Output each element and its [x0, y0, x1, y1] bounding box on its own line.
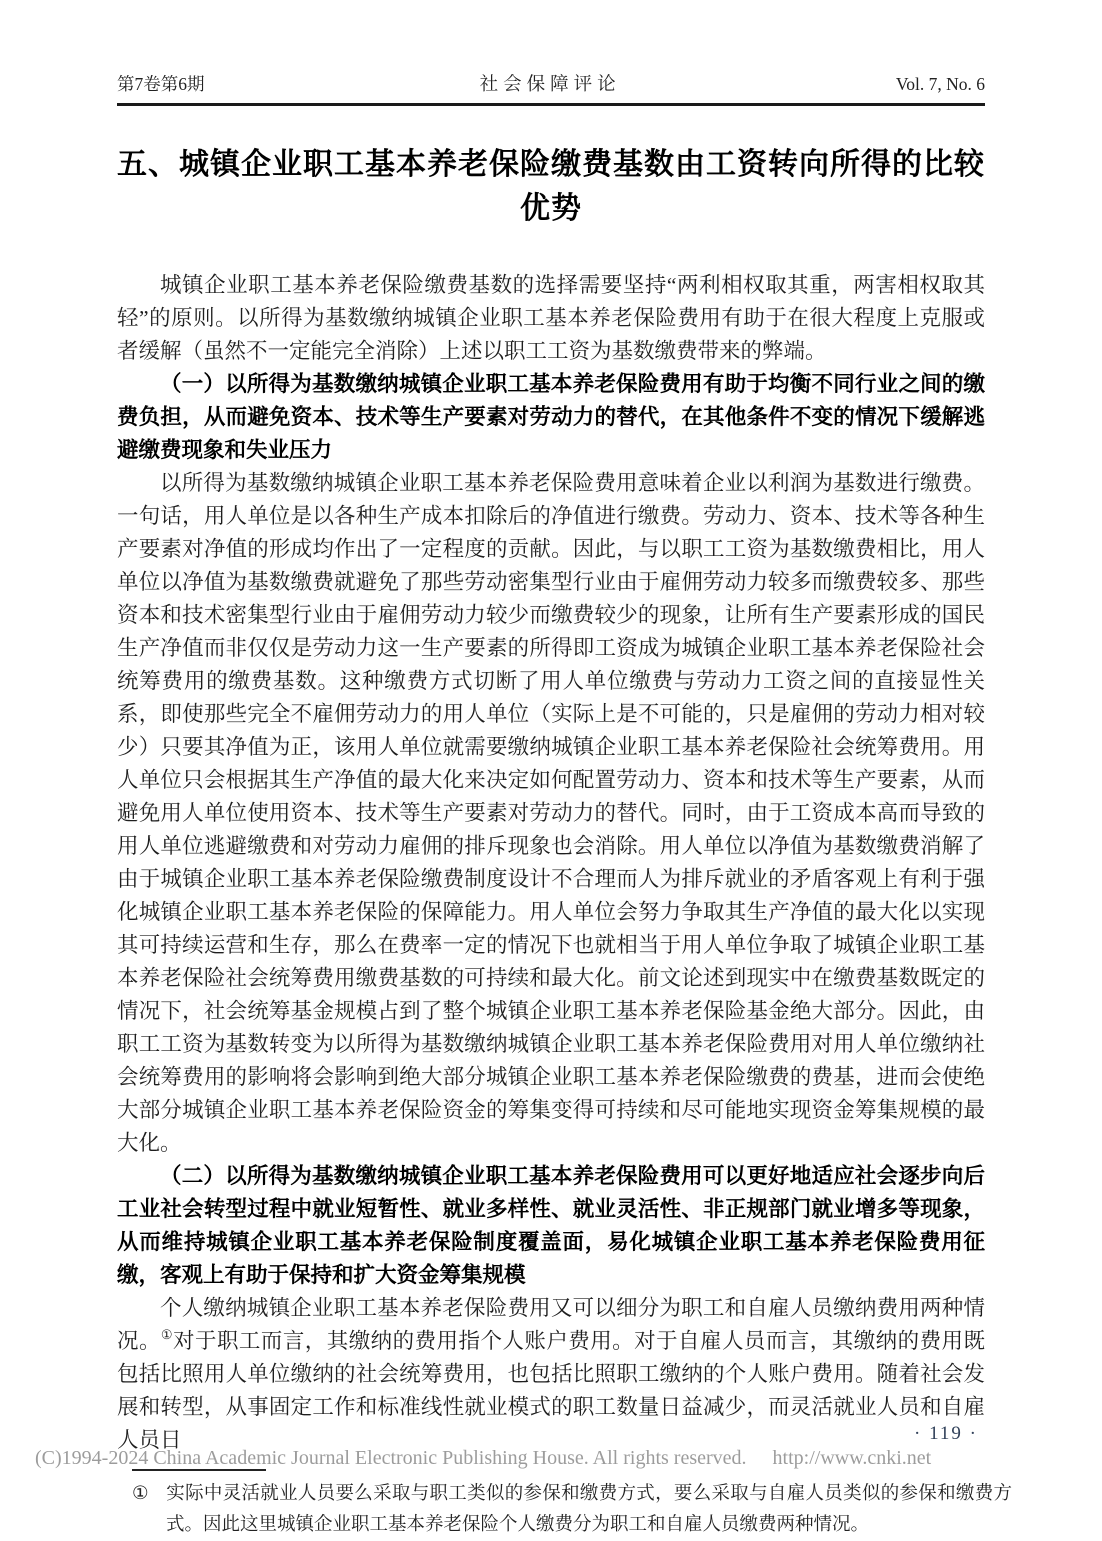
volume-issue-en: Vol. 7, No. 6: [895, 74, 985, 94]
page-content: [117, 0, 1012, 1541]
publisher-url: http://www.cnki.net: [772, 1447, 932, 1469]
paragraph-2-text: 个人缴纳城镇企业职工基本养老保险费用又可以细分为职工和自雇人员缴纳费用两种情况。: [117, 1296, 985, 1353]
article-body: [117, 269, 985, 1457]
subsection-heading-1: （一）以所得为基数缴纳城镇企业职工基本养老保险费用有助于均衡不同行业之间的缴费负担，从而避免资本、技术等生产要素对劳动力的替代，在其他条件不变的情况下缓解逃避缴费现象和失业压力: [117, 372, 985, 462]
copyright-text: (C)1994-2024 China Academic Journal Electronic Publishing House. All rights reserved.: [35, 1447, 747, 1469]
paragraph-2-text-continued: 对于职工而言，其缴纳的费用指个人账户费用。对于自雇人员而言，其缴纳的费用既包括比照用人单位缴纳的社会统筹费用，也包括比照职工缴纳的个人账户费用。随着社会发展和转型，从事固定工作和标准线性就业模式的职工数量日益减少，而灵活就业人员和自雇人员日: [117, 1329, 985, 1452]
footnote-text: 实际中灵活就业人员要么采取与职工类似的参保和缴费方式，要么采取与自雇人员类似的参保和缴费方式。因此这里城镇企业职工基本养老保险个人缴费分为职工和自雇人员缴费两种情况。: [166, 1484, 1012, 1535]
footnote-marker: ①: [132, 1484, 149, 1504]
copyright-footer: [35, 1447, 931, 1470]
paragraph-2: [117, 1292, 985, 1457]
footnote: [132, 1479, 1012, 1541]
volume-issue-cn: 第7卷第6期: [117, 74, 205, 94]
section-title: 五、城镇企业职工基本养老保险缴费基数由工资转向所得的比较优势: [117, 148, 985, 225]
footnote-reference-mark: ①: [160, 1327, 174, 1342]
paragraph-1: 以所得为基数缴纳城镇企业职工基本养老保险费用意味着企业以利润为基数进行缴费。一句话，用人单位是以各种生产成本扣除后的净值进行缴费。劳动力、资本、技术等各种生产要素对净值的形成均作出了一定程度的贡献。因此，与以职工工资为基数缴费相比，用人单位以净值为基数缴费就避免了那些劳动密集型行业由于雇佣劳动力较多而缴费较多、那些资本和技术密集型行业由于雇佣劳动力较少而缴费较少的现象，让所有生产要素形成的国民生产净值而非仅仅是劳动力这一生产要素的所得即工资成为城镇企业职工基本养老保险社会统筹费用的缴费基数。这种缴费方式切断了用人单位缴费与劳动力工资之间的直接显性关系，即使那些完全不雇佣劳动力的用人单位（实际上是不可能的，只是雇佣的劳动力相对较少）只要其净值为正，该用人单位就需要缴纳城镇企业职工基本养老保险社会统筹费用。用人单位只会根据其生产净值的最大化来决定如何配置劳动力、资本和技术等生产要素，从而避免用人单位使用资本、技术等生产要素对劳动力的替代。同时，由于工资成本高而导致的用人单位逃避缴费和对劳动力雇佣的排斥现象也会消除。用人单位以净值为基数缴费消解了由于城镇企业职工基本养老保险缴费制度设计不合理而人为排斥就业的矛盾客观上有利于强化城镇企业职工基本养老保险的保障能力。用人单位会努力争取其生产净值的最大化以实现其可持续运营和生存，那么在费率一定的情况下也就相当于用人单位争取了城镇企业职工基本养老保险社会统筹费用缴费基数的可持续和最大化。前文论述到现实中在缴费基数既定的情况下，社会统筹基金规模占到了整个城镇企业职工基本养老保险基金绝大部分。因此，由职工工资为基数转变为以所得为基数缴纳城镇企业职工基本养老保险费用对用人单位缴纳社会统筹费用的影响将会影响到绝大部分城镇企业职工基本养老保险缴费的费基，进而会使绝大部分城镇企业职工基本养老保险资金的筹集变得可持续和尽可能地实现资金筹集规模的最大化。: [117, 471, 985, 1155]
header-rule: [117, 103, 985, 106]
journal-header: [117, 0, 985, 96]
paragraph-intro: 城镇企业职工基本养老保险缴费基数的选择需要坚持“两利相权取其重，两害相权取其轻”的原则。以所得为基数缴纳城镇企业职工基本养老保险费用有助于在很大程度上克服或者缓解（虽然不一定能完全消除）上述以职工工资为基数缴费带来的弊端。: [117, 273, 985, 363]
journal-name: 社会保障评论: [479, 75, 621, 95]
page-number: · 119 ·: [914, 1423, 978, 1444]
subsection-heading-2: （二）以所得为基数缴纳城镇企业职工基本养老保险费用可以更好地适应社会逐步向后工业社会转型过程中就业短暂性、就业多样性、就业灵活性、非正规部门就业增多等现象，从而维持城镇企业职工基本养老保险制度覆盖面，易化城镇企业职工基本养老保险费用征缴，客观上有助于保持和扩大资金筹集规模: [117, 1164, 985, 1287]
